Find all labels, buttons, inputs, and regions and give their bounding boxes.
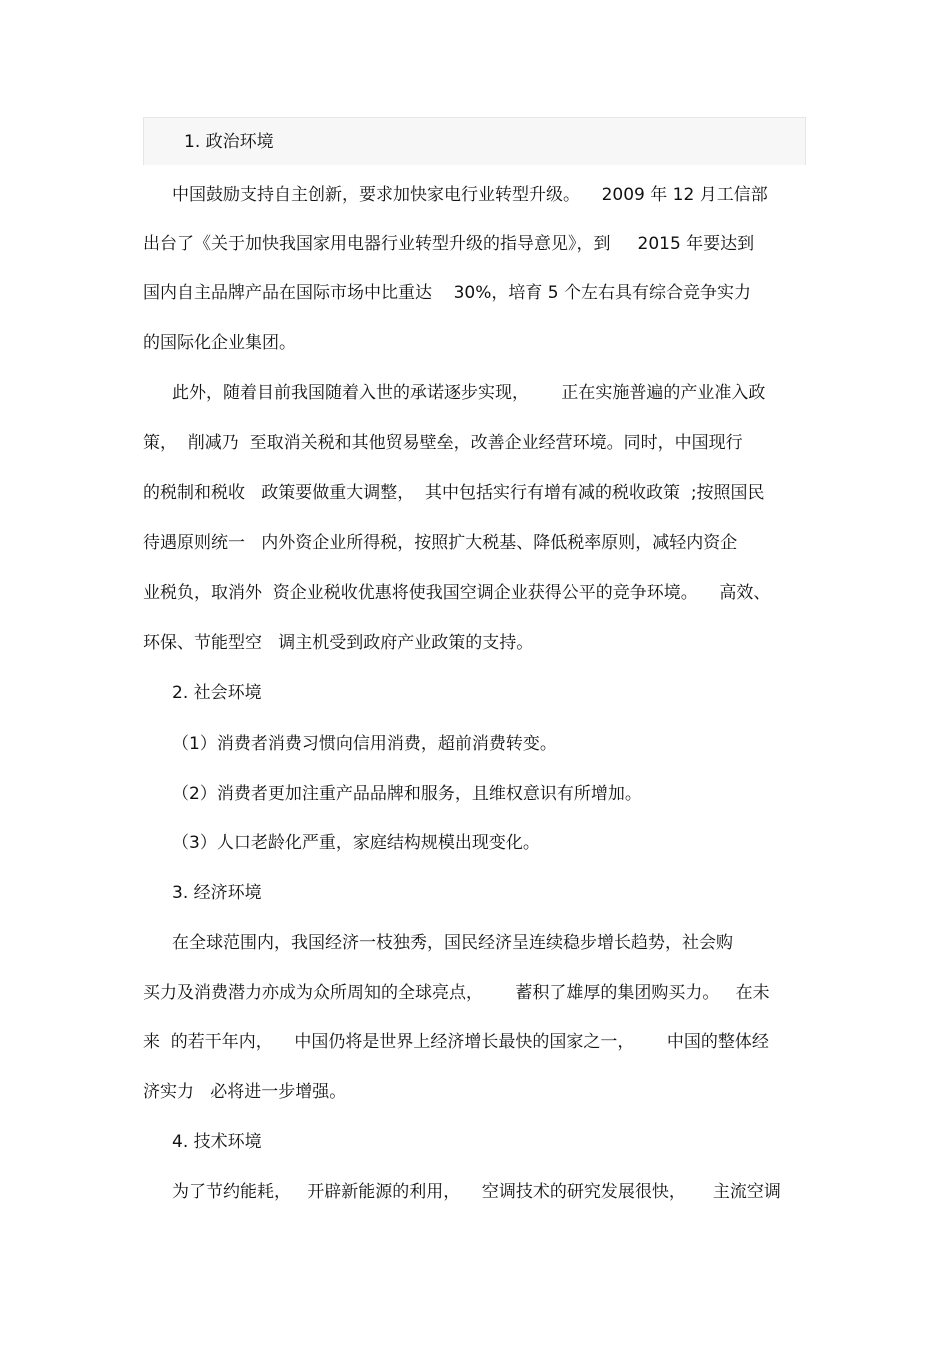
list-item: （3）人口老龄化严重，家庭结构规模出现变化。 (172, 833, 540, 853)
paragraph-line: 中国鼓励支持自主创新，要求加快家电行业转型升级。 2009 年 12 月工信部 (172, 185, 768, 205)
section-heading-social: 2. 社会环境 (172, 683, 262, 703)
paragraph-line: 的国际化企业集团。 (143, 333, 296, 353)
paragraph-line: 业税负，取消外 资企业税收优惠将使我国空调企业获得公平的竞争环境。 高效、 (143, 583, 771, 603)
paragraph-line: 在全球范围内，我国经济一枝独秀，国民经济呈连续稳步增长趋势，社会购 (172, 933, 733, 953)
paragraph-line: 来 的若干年内， 中国仍将是世界上经济增长最快的国家之一， 中国的整体经 (143, 1032, 769, 1052)
section-heading-technology: 4. 技术环境 (172, 1132, 262, 1152)
paragraph-line: 此外，随着目前我国随着入世的承诺逐步实现， 正在实施普遍的产业准入政 (172, 383, 766, 403)
paragraph-line: 策， 削减乃 至取消关税和其他贸易壁垒，改善企业经营环境。同时，中国现行 (143, 433, 743, 453)
section-heading-economic: 3. 经济环境 (172, 883, 262, 903)
list-item: （1）消费者消费习惯向信用消费，超前消费转变。 (172, 734, 557, 754)
section-heading-political: 1. 政治环境 (184, 132, 274, 152)
paragraph-line: 济实力 必将进一步增强。 (143, 1082, 347, 1102)
paragraph-line: 买力及消费潜力亦成为众所周知的全球亮点， 蓄积了雄厚的集团购买力。 在未 (143, 983, 770, 1003)
paragraph-line: 为了节约能耗， 开辟新能源的利用， 空调技术的研究发展很快， 主流空调 (172, 1182, 781, 1202)
paragraph-line: 国内自主品牌产品在国际市场中比重达 30%，培育 5 个左右具有综合竞争实力 (143, 283, 752, 303)
paragraph-line: 的税制和税收 政策要做重大调整， 其中包括实行有增有减的税收政策 ;按照国民 (143, 483, 765, 503)
paragraph-line: 出台了《关于加快我国家用电器行业转型升级的指导意见》，到 2015 年要达到 (143, 234, 755, 254)
paragraph-line: 环保、节能型空 调主机受到政府产业政策的支持。 (143, 633, 534, 653)
paragraph-line: 待遇原则统一 内外资企业所得税，按照扩大税基、降低税率原则，减轻内资企 (143, 533, 738, 553)
section-header-box (143, 117, 806, 165)
list-item: （2）消费者更加注重产品品牌和服务，且维权意识有所增加。 (172, 784, 642, 804)
